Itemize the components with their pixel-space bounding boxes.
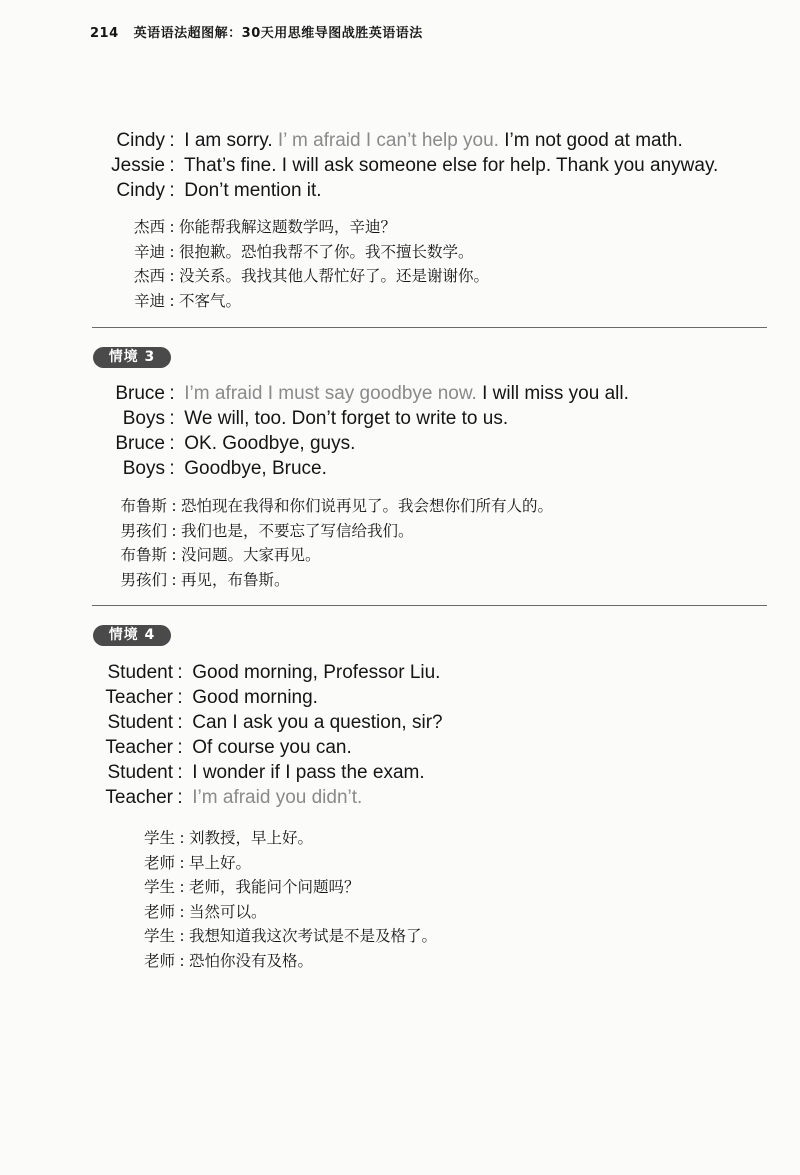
line-text: 恐怕现在我得和你们说再见了。我会想你们所有人的。 (181, 497, 554, 515)
speaker-name: 辛迪 (133, 291, 165, 310)
highlighted-phrase: I’m afraid you didn’t. (192, 787, 363, 808)
speaker-name: Cindy (116, 130, 165, 151)
colon: : (177, 787, 183, 808)
translation-line (120, 215, 489, 240)
speaker-name: Student (107, 662, 173, 683)
colon: : (177, 687, 183, 708)
dialogue-line (105, 128, 718, 153)
line-text: 你能帮我解这题数学吗，辛迪？ (179, 218, 397, 236)
colon: : (171, 497, 177, 515)
line-text-rest: I’m not good at math. (504, 130, 683, 151)
line-text: That’s fine. I will ask someone else for help. Thank you anyway. (183, 155, 719, 176)
colon: : (169, 383, 175, 404)
line-text: 早上好。 (189, 853, 252, 872)
colon: : (169, 408, 175, 429)
dialogue-line (105, 178, 718, 203)
colon: : (169, 242, 175, 261)
speaker-name: 布鲁斯 (120, 497, 167, 515)
translation-line (130, 851, 437, 876)
colon: : (169, 130, 175, 151)
colon: : (179, 927, 185, 945)
speaker-name: 布鲁斯 (120, 546, 167, 564)
dialogue-line (93, 760, 443, 785)
line-text: 再见，布鲁斯。 (181, 570, 290, 589)
scene4-english-dialogue (93, 660, 443, 810)
line-text: 恐怕你没有及格。 (189, 951, 314, 970)
speaker-name: 杰西 (133, 218, 165, 236)
speaker-name: 学生 (143, 927, 175, 945)
speaker-name: Cindy (116, 180, 165, 201)
line-text: 刘教授，早上好。 (189, 829, 314, 847)
line-text: 不客气。 (179, 291, 242, 310)
dialogue-line (105, 406, 629, 431)
translation-line (120, 264, 489, 289)
speaker-name: Student (107, 762, 173, 783)
speaker-name: Bruce (115, 433, 165, 454)
line-text: I am sorry. (184, 130, 273, 151)
dialogue-line (93, 710, 443, 735)
line-text-rest: I will miss you all. (482, 383, 629, 404)
speaker-name: Boys (122, 408, 165, 429)
translation-line (105, 568, 553, 593)
speaker-name: Bruce (115, 383, 165, 404)
line-text: Don’t mention it. (184, 180, 322, 201)
highlighted-phrase: I’ m afraid I can’t help you. (277, 130, 499, 151)
dialogue-line (105, 381, 629, 406)
line-text: Goodbye, Bruce. (184, 458, 327, 479)
section-divider (92, 605, 767, 606)
speaker-name: Teacher (105, 687, 173, 708)
line-text: 当然可以。 (189, 902, 267, 921)
translation-line (130, 924, 437, 949)
dialogue-line (105, 431, 629, 456)
dialogue-line (105, 153, 718, 178)
scene-badge: 情境 4 (93, 625, 171, 646)
speaker-name: 杰西 (133, 267, 165, 285)
translation-line (130, 900, 437, 925)
speaker-name: 学生 (143, 878, 175, 896)
speaker-name: 老师 (143, 902, 175, 921)
translation-line (105, 494, 553, 519)
translation-line (120, 240, 489, 265)
colon: : (177, 662, 183, 683)
colon: : (179, 878, 185, 896)
speaker-name: 男孩们 (120, 521, 167, 540)
colon: : (169, 267, 175, 285)
dialogue-line (93, 685, 443, 710)
page-number: 214 (90, 26, 119, 41)
line-text: 没问题。大家再见。 (181, 546, 321, 564)
line-text: 我想知道我这次考试是不是及格了。 (189, 927, 438, 945)
dialogue-line (93, 785, 443, 810)
dialogue-line (105, 456, 629, 481)
dialogue-line (93, 660, 443, 685)
line-text: Can I ask you a question, sir? (192, 712, 443, 733)
translation-line (130, 826, 437, 851)
speaker-name: Boys (122, 458, 165, 479)
line-text: Good morning, Professor Liu. (192, 662, 441, 683)
line-text: Of course you can. (192, 737, 352, 758)
speaker-name: Jessie (111, 155, 165, 176)
colon: : (177, 762, 183, 783)
line-text: We will, too. Don’t forget to write to us. (184, 408, 509, 429)
translation-line (105, 543, 553, 568)
line-text: 我们也是，不要忘了写信给我们。 (181, 521, 414, 540)
line-text: I wonder if I pass the exam. (192, 762, 425, 783)
line-text: 很抱歉。恐怕我帮不了你。我不擅长数学。 (179, 242, 474, 261)
page-header (90, 22, 423, 41)
line-text: OK. Goodbye, guys. (184, 433, 356, 454)
colon: : (177, 712, 183, 733)
speaker-name: 老师 (143, 951, 175, 970)
colon: : (179, 902, 185, 921)
speaker-name: 辛迪 (133, 242, 165, 261)
scene3-chinese-translation (105, 494, 553, 592)
colon: : (179, 853, 185, 872)
dialogue-line (93, 735, 443, 760)
colon: : (169, 458, 175, 479)
speaker-name: 老师 (143, 853, 175, 872)
colon: : (171, 521, 177, 540)
book-title: 英语语法超图解：30天用思维导图战胜英语语法 (133, 26, 423, 41)
colon: : (169, 433, 175, 454)
translation-line (130, 875, 437, 900)
scene-badge: 情境 3 (93, 347, 171, 368)
line-text: 没关系。我找其他人帮忙好了。还是谢谢你。 (179, 267, 490, 285)
speaker-name: 学生 (143, 829, 175, 847)
translation-line (130, 949, 437, 974)
scene4-chinese-translation (130, 826, 437, 973)
section-divider (92, 327, 767, 328)
speaker-name: Student (107, 712, 173, 733)
colon: : (169, 155, 175, 176)
scene2-chinese-translation (120, 215, 489, 313)
scene2-english-dialogue (105, 128, 718, 203)
translation-line (120, 289, 489, 314)
line-text: 老师，我能问个问题吗？ (189, 878, 360, 896)
colon: : (179, 951, 185, 970)
colon: : (169, 180, 175, 201)
scene3-english-dialogue (105, 381, 629, 481)
line-text: Good morning. (192, 687, 318, 708)
colon: : (169, 291, 175, 310)
colon: : (171, 570, 177, 589)
speaker-name: Teacher (105, 737, 173, 758)
speaker-name: 男孩们 (120, 570, 167, 589)
colon: : (171, 546, 177, 564)
highlighted-phrase: I’m afraid I must say goodbye now. (184, 383, 477, 404)
translation-line (105, 519, 553, 544)
colon: : (169, 218, 175, 236)
colon: : (177, 737, 183, 758)
speaker-name: Teacher (105, 787, 173, 808)
colon: : (179, 829, 185, 847)
